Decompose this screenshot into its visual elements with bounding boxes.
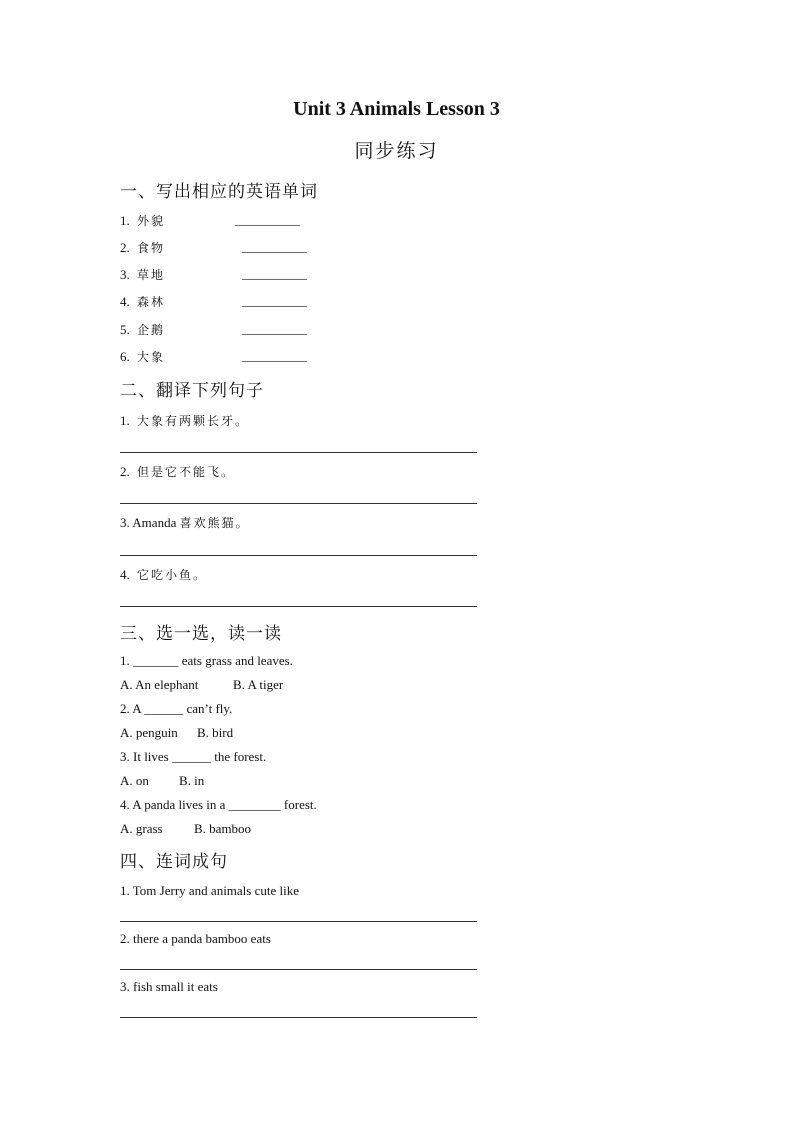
s2-answer-line-2[interactable] — [120, 503, 477, 504]
s1-item-2-num: 2. — [120, 240, 130, 255]
s1-item-4-num: 4. — [120, 294, 130, 309]
s3-option-4a[interactable]: A. grass — [120, 821, 163, 836]
s1-item-4-blank[interactable]: __________ — [242, 293, 307, 308]
s1-item-1-word: 外貌 — [137, 214, 166, 228]
s1-item-3 — [120, 266, 165, 283]
s2-item-4 — [120, 566, 207, 583]
s2-answer-line-3[interactable] — [120, 555, 477, 556]
s3-option-3a[interactable]: A. on — [120, 773, 149, 788]
s3-option-1b[interactable]: B. A tiger — [233, 677, 284, 692]
s3-question-4: 4. A panda lives in a ________ forest. — [120, 797, 317, 812]
s1-item-6-num: 6. — [120, 349, 130, 364]
s2-item-1 — [120, 412, 249, 429]
s3-option-2b[interactable]: B. bird — [197, 725, 234, 740]
s2-item-3-num: 3. — [120, 515, 130, 530]
s1-item-2-blank[interactable]: __________ — [242, 239, 307, 254]
s1-item-3-num: 3. — [120, 267, 130, 282]
s3-option-4b[interactable]: B. bamboo — [194, 821, 252, 836]
s1-item-4-word: 森林 — [137, 295, 166, 309]
s2-item-2-num: 2. — [120, 464, 130, 479]
s4-item-3: 3. fish small it eats — [120, 979, 218, 994]
s2-item-3-text: 喜欢熊猫。 — [179, 516, 250, 530]
s1-item-2 — [120, 239, 165, 256]
section-1-heading: 一、写出相应的英语单词 — [120, 182, 318, 202]
s3-question-2: 2. A ______ can’t fly. — [120, 701, 233, 716]
s3-option-1a[interactable]: A. An elephant — [120, 677, 199, 692]
s4-answer-line-1[interactable] — [120, 921, 477, 922]
s3-option-3b[interactable]: B. in — [179, 773, 205, 788]
section-2-heading: 二、翻译下列句子 — [120, 381, 264, 401]
s1-item-1-num: 1. — [120, 213, 130, 228]
s2-answer-line-1[interactable] — [120, 452, 477, 453]
s3-question-3: 3. It lives ______ the forest. — [120, 749, 267, 764]
s1-item-6 — [120, 348, 165, 365]
s2-item-1-num: 1. — [120, 413, 130, 428]
s2-answer-line-4[interactable] — [120, 606, 477, 607]
s3-option-2a[interactable]: A. penguin — [120, 725, 178, 740]
s1-item-2-word: 食物 — [137, 241, 166, 255]
s1-item-4 — [120, 293, 165, 310]
s1-item-3-blank[interactable]: __________ — [242, 266, 307, 281]
section-3-heading: 三、选一选，读一读 — [120, 624, 282, 644]
s2-item-4-text: 它吃小鱼。 — [137, 568, 208, 582]
s2-item-3-text-en: Amanda — [132, 515, 177, 530]
s4-answer-line-3[interactable] — [120, 1017, 477, 1018]
s1-item-6-blank[interactable]: __________ — [242, 348, 307, 363]
s1-item-1 — [120, 212, 165, 229]
s2-item-1-text: 大象有两颗长牙。 — [137, 414, 250, 428]
s1-item-5-word: 企鹅 — [137, 323, 166, 337]
s1-item-5-num: 5. — [120, 322, 130, 337]
section-4-heading: 四、连词成句 — [120, 852, 228, 872]
s1-item-6-word: 大象 — [137, 350, 166, 364]
s1-item-5 — [120, 321, 165, 338]
s4-item-2: 2. there a panda bamboo eats — [120, 931, 271, 946]
s1-item-3-word: 草地 — [137, 268, 166, 282]
s4-answer-line-2[interactable] — [120, 969, 477, 970]
s1-item-5-blank[interactable]: __________ — [242, 321, 307, 336]
page-title: Unit 3 Animals Lesson 3 — [293, 98, 500, 120]
s2-item-4-num: 4. — [120, 567, 130, 582]
s1-item-1-blank[interactable]: __________ — [235, 212, 300, 227]
s4-item-1: 1. Tom Jerry and animals cute like — [120, 883, 299, 898]
s2-item-2-text: 但是它不能飞。 — [137, 465, 236, 479]
s2-item-2 — [120, 463, 235, 480]
s2-item-3 — [120, 514, 250, 531]
page-subtitle: 同步练习 — [354, 140, 439, 162]
s3-question-1: 1. _______ eats grass and leaves. — [120, 653, 293, 668]
